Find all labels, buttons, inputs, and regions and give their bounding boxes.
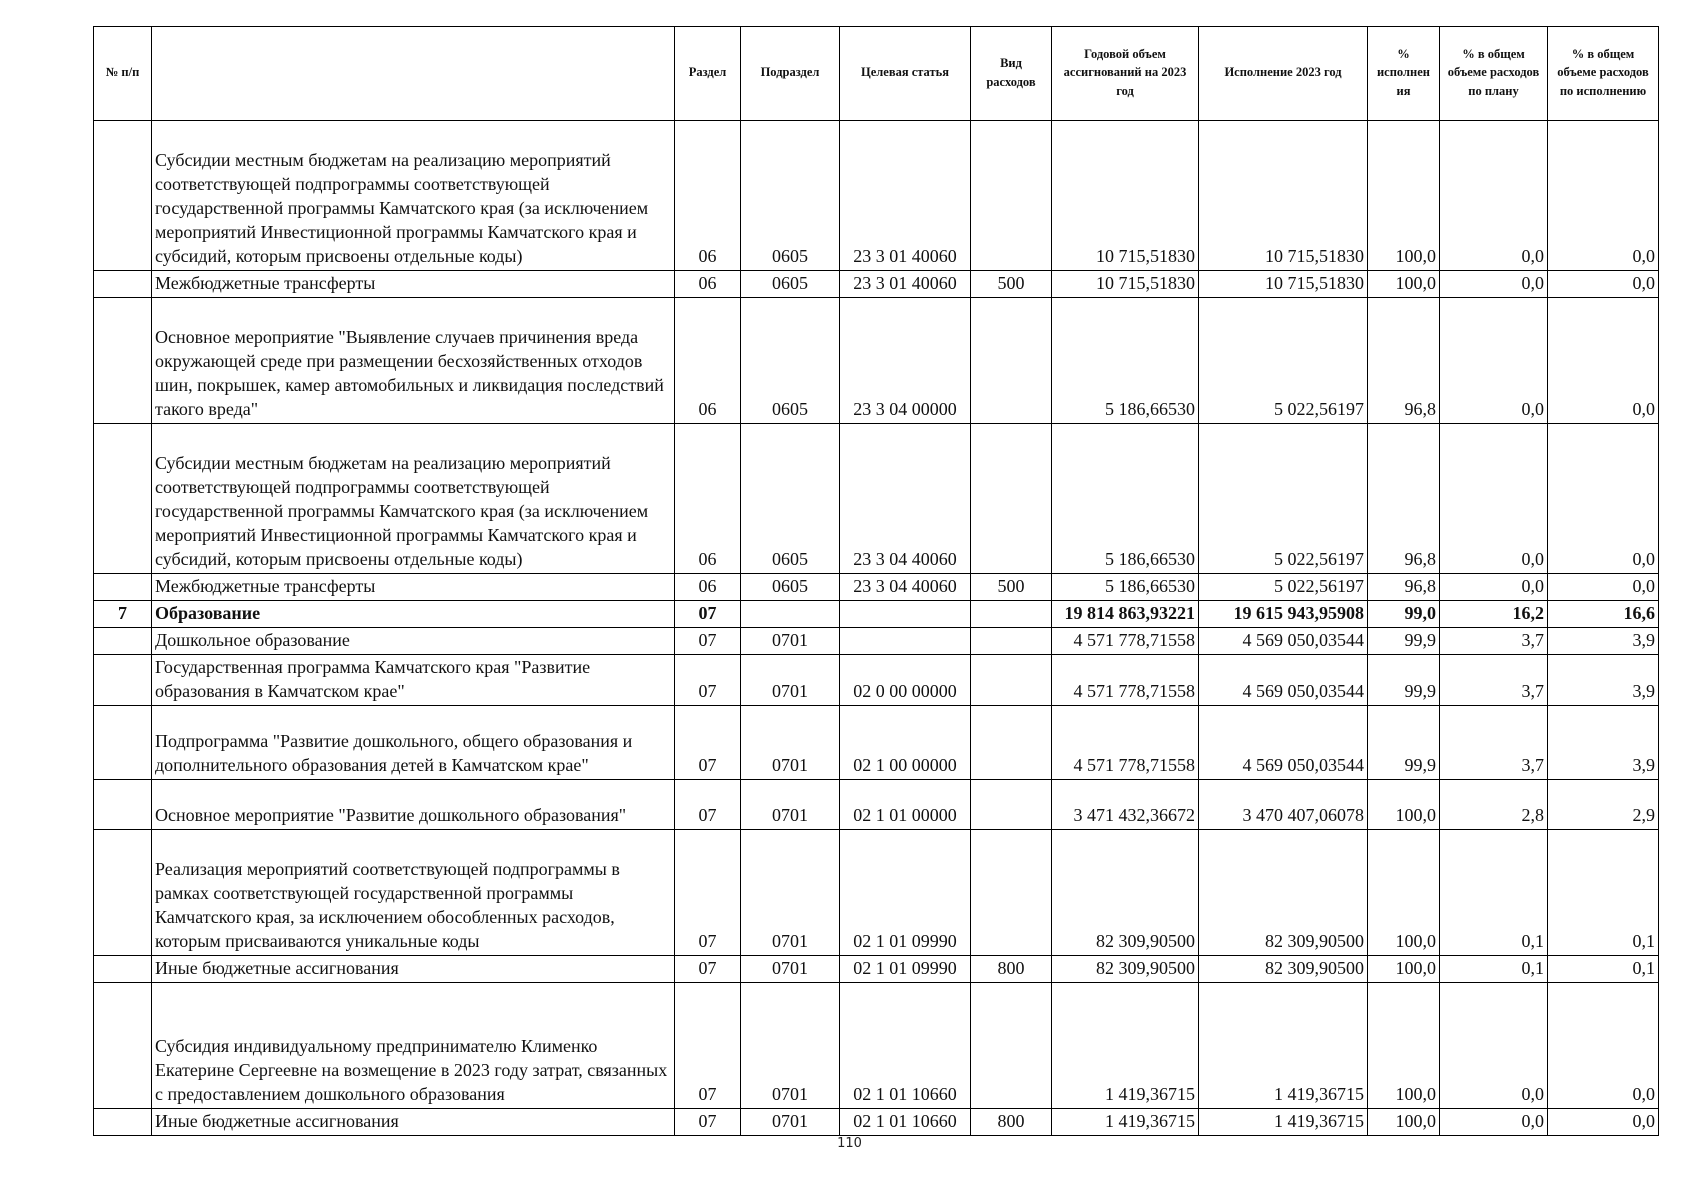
row-plan: 5 186,66530 xyxy=(1052,424,1199,574)
row-num xyxy=(94,983,152,1109)
row-share-plan: 0,0 xyxy=(1440,424,1548,574)
row-subsection: 0605 xyxy=(741,424,840,574)
row-expense-type xyxy=(971,780,1052,830)
row-share-execution: 0,0 xyxy=(1548,983,1659,1109)
row-section: 07 xyxy=(675,655,741,706)
row-name: Государственная программа Камчатского края "Развитие образования в Камчатском крае" xyxy=(152,655,675,706)
table-row xyxy=(94,601,1659,628)
row-section: 07 xyxy=(675,601,741,628)
header-share-plan: % в общем объеме расходов по плану xyxy=(1440,27,1548,121)
row-share-execution: 2,9 xyxy=(1548,780,1659,830)
row-name: Основное мероприятие "Развитие дошкольного образования" xyxy=(152,780,675,830)
row-section: 07 xyxy=(675,830,741,956)
row-plan: 1 419,36715 xyxy=(1052,983,1199,1109)
row-expense-type: 500 xyxy=(971,574,1052,601)
row-name: Иные бюджетные ассигнования xyxy=(152,1109,675,1136)
table-body xyxy=(94,121,1659,1136)
row-percent: 99,0 xyxy=(1368,601,1440,628)
table-row xyxy=(94,424,1659,574)
row-name: Иные бюджетные ассигнования xyxy=(152,956,675,983)
row-percent: 96,8 xyxy=(1368,574,1440,601)
table-row xyxy=(94,298,1659,424)
row-share-execution: 3,9 xyxy=(1548,655,1659,706)
row-share-plan: 3,7 xyxy=(1440,628,1548,655)
row-num xyxy=(94,830,152,956)
row-percent: 99,9 xyxy=(1368,706,1440,780)
row-section: 07 xyxy=(675,956,741,983)
row-share-plan: 3,7 xyxy=(1440,655,1548,706)
row-execution: 82 309,90500 xyxy=(1199,830,1368,956)
row-percent: 100,0 xyxy=(1368,780,1440,830)
row-subsection: 0605 xyxy=(741,121,840,271)
row-percent: 100,0 xyxy=(1368,1109,1440,1136)
row-section: 06 xyxy=(675,574,741,601)
row-expense-type xyxy=(971,628,1052,655)
row-share-plan: 0,1 xyxy=(1440,830,1548,956)
row-execution: 1 419,36715 xyxy=(1199,983,1368,1109)
row-execution: 4 569 050,03544 xyxy=(1199,628,1368,655)
row-name: Дошкольное образование xyxy=(152,628,675,655)
row-share-execution: 0,0 xyxy=(1548,298,1659,424)
header-expense-type: Вид расходов xyxy=(971,27,1052,121)
row-target: 23 3 01 40060 xyxy=(840,121,971,271)
row-share-plan: 0,0 xyxy=(1440,983,1548,1109)
row-percent: 96,8 xyxy=(1368,424,1440,574)
row-num xyxy=(94,628,152,655)
row-target xyxy=(840,628,971,655)
row-percent: 99,9 xyxy=(1368,655,1440,706)
row-target: 23 3 01 40060 xyxy=(840,271,971,298)
row-execution: 19 615 943,95908 xyxy=(1199,601,1368,628)
row-share-execution: 16,6 xyxy=(1548,601,1659,628)
row-percent: 99,9 xyxy=(1368,628,1440,655)
row-target: 02 1 00 00000 xyxy=(840,706,971,780)
row-percent: 100,0 xyxy=(1368,956,1440,983)
row-share-execution: 0,0 xyxy=(1548,424,1659,574)
row-plan: 19 814 863,93221 xyxy=(1052,601,1199,628)
row-share-execution: 0,0 xyxy=(1548,271,1659,298)
row-subsection: 0701 xyxy=(741,1109,840,1136)
table-row xyxy=(94,628,1659,655)
row-share-execution: 0,1 xyxy=(1548,830,1659,956)
row-target: 23 3 04 40060 xyxy=(840,424,971,574)
row-subsection: 0701 xyxy=(741,780,840,830)
row-num: 7 xyxy=(94,601,152,628)
table-row xyxy=(94,655,1659,706)
row-percent: 96,8 xyxy=(1368,298,1440,424)
row-expense-type xyxy=(971,830,1052,956)
row-expense-type xyxy=(971,983,1052,1109)
row-name: Субсидии местным бюджетам на реализацию мероприятий соответствующей подпрограммы соответствующей государственной программы Камчатского края (за исключением мероприятий Инвестиционной программы Камчатского края и субсидий, которым присвоены отдельные коды) xyxy=(152,424,675,574)
row-expense-type xyxy=(971,424,1052,574)
row-share-plan: 2,8 xyxy=(1440,780,1548,830)
table-row xyxy=(94,983,1659,1109)
row-execution: 4 569 050,03544 xyxy=(1199,706,1368,780)
table-row xyxy=(94,574,1659,601)
header-subsection: Подраздел xyxy=(741,27,840,121)
row-name: Межбюджетные трансферты xyxy=(152,574,675,601)
row-section: 07 xyxy=(675,1109,741,1136)
row-subsection: 0701 xyxy=(741,830,840,956)
row-share-plan: 0,0 xyxy=(1440,574,1548,601)
row-section: 06 xyxy=(675,298,741,424)
row-percent: 100,0 xyxy=(1368,830,1440,956)
row-expense-type: 500 xyxy=(971,271,1052,298)
row-plan: 5 186,66530 xyxy=(1052,298,1199,424)
row-target: 02 1 01 00000 xyxy=(840,780,971,830)
row-num xyxy=(94,574,152,601)
row-num xyxy=(94,956,152,983)
row-share-plan: 3,7 xyxy=(1440,706,1548,780)
row-share-execution: 0,0 xyxy=(1548,1109,1659,1136)
row-num xyxy=(94,121,152,271)
row-num xyxy=(94,271,152,298)
row-execution: 3 470 407,06078 xyxy=(1199,780,1368,830)
table-row xyxy=(94,780,1659,830)
row-name: Субсидии местным бюджетам на реализацию мероприятий соответствующей подпрограммы соответствующей государственной программы Камчатского края (за исключением мероприятий Инвестиционной программы Камчатского края и субсидий, которым присвоены отдельные коды) xyxy=(152,121,675,271)
header-annual-plan: Годовой объем ассигнований на 2023 год xyxy=(1052,27,1199,121)
row-target: 02 1 01 09990 xyxy=(840,956,971,983)
row-share-plan: 0,0 xyxy=(1440,298,1548,424)
row-expense-type xyxy=(971,706,1052,780)
row-target: 02 1 01 09990 xyxy=(840,830,971,956)
row-subsection: 0701 xyxy=(741,983,840,1109)
row-execution: 5 022,56197 xyxy=(1199,424,1368,574)
row-expense-type xyxy=(971,601,1052,628)
row-percent: 100,0 xyxy=(1368,271,1440,298)
row-section: 07 xyxy=(675,983,741,1109)
row-execution: 10 715,51830 xyxy=(1199,121,1368,271)
budget-execution-table xyxy=(93,26,1659,1136)
row-expense-type xyxy=(971,655,1052,706)
row-target: 23 3 04 40060 xyxy=(840,574,971,601)
row-section: 06 xyxy=(675,271,741,298)
row-share-plan: 0,0 xyxy=(1440,1109,1548,1136)
table-row xyxy=(94,1109,1659,1136)
row-name: Межбюджетные трансферты xyxy=(152,271,675,298)
row-target: 02 1 01 10660 xyxy=(840,1109,971,1136)
row-execution: 5 022,56197 xyxy=(1199,574,1368,601)
row-share-plan: 0,0 xyxy=(1440,271,1548,298)
row-num xyxy=(94,298,152,424)
row-section: 07 xyxy=(675,628,741,655)
row-subsection: 0701 xyxy=(741,706,840,780)
page-number: 110 xyxy=(837,1136,862,1151)
row-share-execution: 0,1 xyxy=(1548,956,1659,983)
row-share-execution: 0,0 xyxy=(1548,121,1659,271)
row-subsection: 0605 xyxy=(741,574,840,601)
row-name: Основное мероприятие "Выявление случаев причинения вреда окружающей среде при размещении бесхозяйственных отходов шин, покрышек, камер автомобильных и ликвидация последствий такого вреда" xyxy=(152,298,675,424)
header-share-execution: % в общем объеме расходов по исполнению xyxy=(1548,27,1659,121)
header-execution: Исполнение 2023 год xyxy=(1199,27,1368,121)
row-percent: 100,0 xyxy=(1368,121,1440,271)
row-section: 07 xyxy=(675,706,741,780)
table-row xyxy=(94,956,1659,983)
row-name: Образование xyxy=(152,601,675,628)
row-num xyxy=(94,424,152,574)
row-plan: 82 309,90500 xyxy=(1052,956,1199,983)
row-target: 02 0 00 00000 xyxy=(840,655,971,706)
row-plan: 3 471 432,36672 xyxy=(1052,780,1199,830)
row-expense-type: 800 xyxy=(971,1109,1052,1136)
row-num xyxy=(94,655,152,706)
row-execution: 4 569 050,03544 xyxy=(1199,655,1368,706)
row-subsection: 0701 xyxy=(741,956,840,983)
header-num: № п/п xyxy=(94,27,152,121)
table-row xyxy=(94,121,1659,271)
row-expense-type xyxy=(971,298,1052,424)
table-row xyxy=(94,830,1659,956)
row-plan: 4 571 778,71558 xyxy=(1052,706,1199,780)
row-percent: 100,0 xyxy=(1368,983,1440,1109)
row-section: 06 xyxy=(675,424,741,574)
row-subsection xyxy=(741,601,840,628)
row-execution: 82 309,90500 xyxy=(1199,956,1368,983)
row-share-plan: 0,0 xyxy=(1440,121,1548,271)
row-plan: 10 715,51830 xyxy=(1052,121,1199,271)
table-row xyxy=(94,271,1659,298)
row-section: 06 xyxy=(675,121,741,271)
row-share-execution: 0,0 xyxy=(1548,574,1659,601)
row-expense-type: 800 xyxy=(971,956,1052,983)
header-execution-percent: % исполнен ия xyxy=(1368,27,1440,121)
row-share-plan: 0,1 xyxy=(1440,956,1548,983)
row-target xyxy=(840,601,971,628)
header-target: Целевая статья xyxy=(840,27,971,121)
row-name: Субсидия индивидуальному предпринимателю Клименко Екатерине Сергеевне на возмещение в 2023 году затрат, связанных с предоставлением дошкольного образования xyxy=(152,983,675,1109)
row-num xyxy=(94,706,152,780)
row-plan: 82 309,90500 xyxy=(1052,830,1199,956)
row-target: 23 3 04 00000 xyxy=(840,298,971,424)
row-plan: 4 571 778,71558 xyxy=(1052,628,1199,655)
row-plan: 5 186,66530 xyxy=(1052,574,1199,601)
row-expense-type xyxy=(971,121,1052,271)
row-subsection: 0605 xyxy=(741,298,840,424)
header-name xyxy=(152,27,675,121)
row-share-plan: 16,2 xyxy=(1440,601,1548,628)
row-plan: 4 571 778,71558 xyxy=(1052,655,1199,706)
row-share-execution: 3,9 xyxy=(1548,628,1659,655)
row-target: 02 1 01 10660 xyxy=(840,983,971,1109)
row-execution: 1 419,36715 xyxy=(1199,1109,1368,1136)
row-share-execution: 3,9 xyxy=(1548,706,1659,780)
row-section: 07 xyxy=(675,780,741,830)
row-num xyxy=(94,780,152,830)
row-subsection: 0605 xyxy=(741,271,840,298)
row-name: Реализация мероприятий соответствующей подпрограммы в рамках соответствующей государственной программы Камчатского края, за исключением обособленных расходов, которым присваиваются уникальные коды xyxy=(152,830,675,956)
row-plan: 1 419,36715 xyxy=(1052,1109,1199,1136)
row-plan: 10 715,51830 xyxy=(1052,271,1199,298)
row-execution: 5 022,56197 xyxy=(1199,298,1368,424)
row-subsection: 0701 xyxy=(741,628,840,655)
row-num xyxy=(94,1109,152,1136)
row-name: Подпрограмма "Развитие дошкольного, общего образования и дополнительного образования детей в Камчатском крае" xyxy=(152,706,675,780)
table-row xyxy=(94,706,1659,780)
row-subsection: 0701 xyxy=(741,655,840,706)
table-header-row xyxy=(94,27,1659,121)
header-section: Раздел xyxy=(675,27,741,121)
row-execution: 10 715,51830 xyxy=(1199,271,1368,298)
